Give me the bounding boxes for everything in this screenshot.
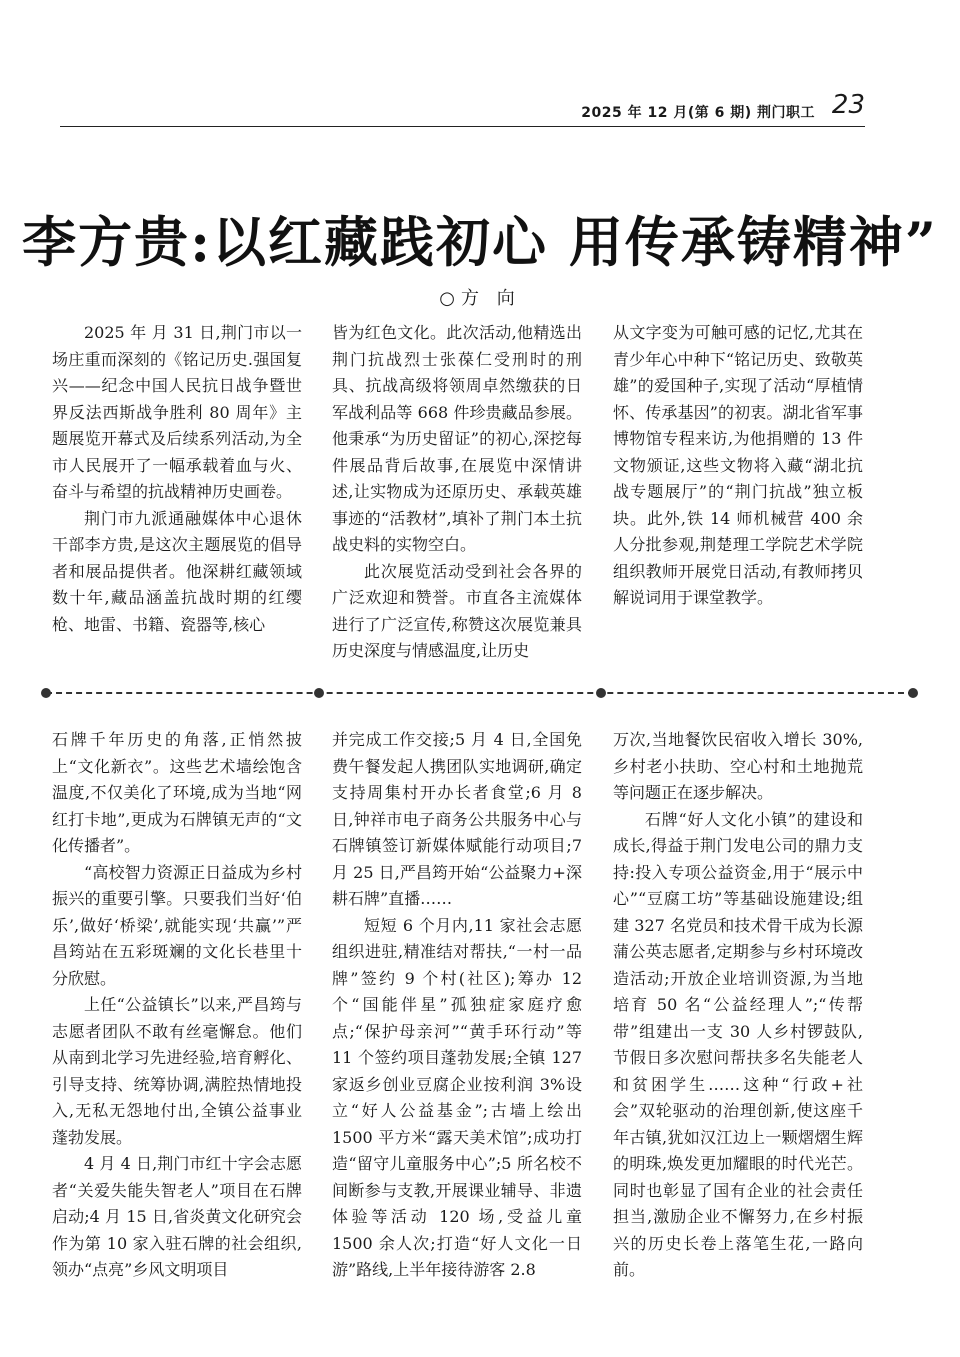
paragraph: 并完成工作交接;5 月 4 日,全国免费午餐发起人携团队实地调研,确定支持周集村开办长者食堂;6 月 8 日,钟祥市电子商务公共服务中心与石牌镇签订新媒体赋能行动项目;7 月 25 日,严昌筠开始“公益聚力+深耕石牌”直播…… <box>332 730 582 908</box>
paragraph: 此次展览活动受到社会各界的广泛欢迎和赞誉。市直各主流媒体进行了广泛宣传,称赞这次展览兼具历史深度与情感温度,让历史 <box>332 561 582 660</box>
page-number: 23 <box>831 90 865 120</box>
issue-info: 2025 年 12 月(第 6 期) 荆门职工 <box>581 105 815 121</box>
bottom-column-1 <box>52 727 302 1279</box>
paragraph: 万次,当地餐饮民宿收入增长 30%,乡村老小扶助、空心村和土地抛荒等问题正在逐步解决。 <box>613 730 863 802</box>
paragraph: 4 月 4 日,荆门市红十字会志愿者“关爱失能失智老人”项目在石牌启动;4 月 15 日,省炎黄文化研究会作为第 10 家入驻石牌的社会组织,领办“点亮”乡风文明项目 <box>52 1154 302 1279</box>
divider-dot <box>908 688 918 698</box>
paragraph: 荆门市九派通融媒体中心退休干部李方贵,是这次主题展览的倡导者和展品提供者。他深耕红藏领域数十年,藏品涵盖抗战时期的红缨枪、地雷、书籍、瓷器等,核心 <box>52 508 302 634</box>
bottom-column-3 <box>613 727 863 1279</box>
top-column-2 <box>332 320 582 680</box>
top-column-1 <box>52 320 302 680</box>
article-title: 李方贵:以红藏践初心 用传承铸精神” <box>22 210 938 274</box>
bottom-column-2 <box>332 727 582 1279</box>
article-byline: ○方 向 <box>439 288 521 309</box>
section-divider <box>46 692 914 694</box>
divider-dot <box>314 688 324 698</box>
top-column-3 <box>613 320 863 680</box>
paragraph: “高校智力资源正日益成为乡村振兴的重要引擎。只要我们当好‘伯乐’,做好‘桥梁’,就能实现‘共赢’”严昌筠站在五彩斑斓的文化长巷里十分欣慰。 <box>52 862 302 988</box>
divider-dot <box>41 688 51 698</box>
page-header <box>60 92 865 127</box>
paragraph: 皆为红色文化。此次活动,他精选出荆门抗战烈士张葆仁受刑时的刑具、抗战高级将领周卓然缴获的日军战利品等 668 件珍贵藏品参展。他秉承“为历史留证”的初心,深挖每件展品背后故事,在展览中深情讲述,让实物成为还原历史、承载英雄事迹的“活教材”,填补了荆门本土抗战史料的实物空白。 <box>332 323 582 554</box>
paragraph: 2025 年 月 31 日,荆门市以一场庄重而深刻的《铭记历史.强国复兴——纪念中国人民抗日战争暨世界反法西斯战争胜利 80 周年》主题展览开幕式及后续系列活动,为全市人民展开了一幅承载着血与火、奋斗与希望的抗战精神历史画卷。 <box>52 323 302 501</box>
divider-dot <box>596 688 606 698</box>
paragraph: 从文字变为可触可感的记忆,尤其在青少年心中种下“铭记历史、致敬英雄”的爱国种子,实现了活动“厚植情怀、传承基因”的初衷。湖北省军事博物馆专程来访,为他捐赠的 13 件文物颁证,这些文物将入藏“湖北抗战专题展厅”的“荆门抗战”独立板块。此外,铁 14 师机械营 400 余人分批参观,荆楚理工学院艺术学院组织教师开展党日活动,有教师拷贝解说词用于课堂教学。 <box>613 323 863 607</box>
paragraph: 短短 6 个月内,11 家社会志愿组织进驻,精准结对帮扶,“一村一品牌”签约 9 个村(社区);筹办 12 个“国能伴星”孤独症家庭疗愈点;“保护母亲河”“黄手环行动”等 11 个签约项目蓬勃发展;全镇 127 家返乡创业豆腐企业按利润 3%设立“好人公益基金”;古墙上绘出 1500 平方米“露天美术馆”;成功打造“留守儿童服务中心”;5 所名校不间断参与支教,开展课业辅导、非遗体验等活动 120 场,受益儿童 1500 余人次;打造“好人文化一日游”路线,上半年接待游客 2.8 <box>332 915 582 1279</box>
paragraph: 上任“公益镇长”以来,严昌筠与志愿者团队不敢有丝毫懈怠。他们从南到北学习先进经验,培育孵化、引导支持、统筹协调,满腔热情地投入,无私无怨地付出,全镇公益事业蓬勃发展。 <box>52 995 302 1147</box>
paragraph: 石牌千年历史的角落,正悄然披上“文化新衣”。这些艺术墙绘饱含温度,不仅美化了环境,成为当地“网红打卡地”,更成为石牌镇无声的“文化传播者”。 <box>52 730 302 855</box>
paragraph: 石牌“好人文化小镇”的建设和成长,得益于荆门发电公司的鼎力支持:投入专项公益资金,用于“展示中心”“豆腐工坊”等基础设施建设;组建 327 名党员和技术骨干成为长源蒲公英志愿者,定期参与乡村环境改造活动;开放企业培训资源,为当地培育 50 名“公益经理人”;“传帮带”组建出一支 30 人乡村锣鼓队,节假日多次慰问帮扶多名失能老人和贫困学生……这种“行政+社会”双轮驱动的治理创新,使这座千年古镇,犹如汉江边上一颗熠熠生辉的明珠,焕发更加耀眼的时代光芒。同时也彰显了国有企业的社会责任担当,激励企业不懈努力,在乡村振兴的历史长卷上落笔生花,一路向前。 <box>613 809 863 1279</box>
